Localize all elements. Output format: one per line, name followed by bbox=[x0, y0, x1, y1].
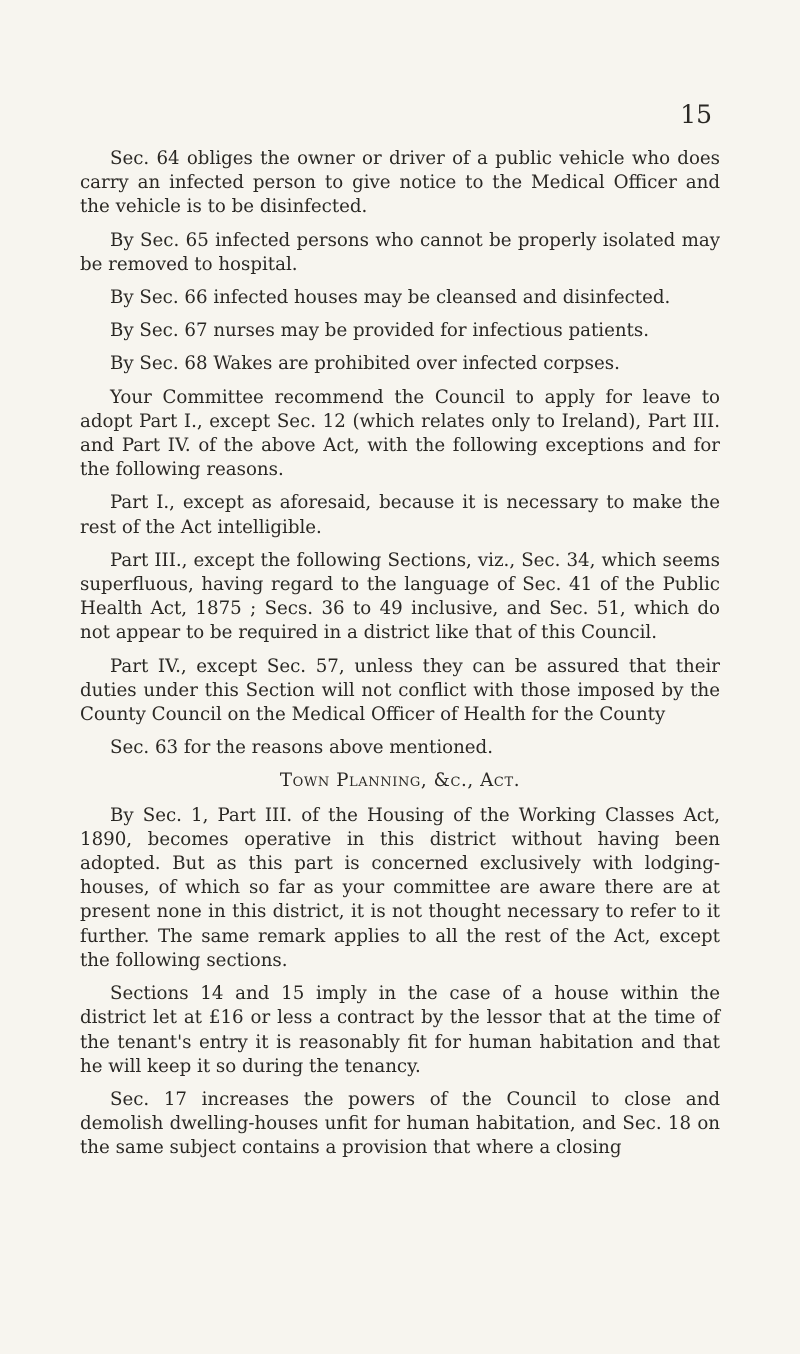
paragraph: Sec. 64 obliges the owner or driver of a public vehicle who does carry an infected person to give notice to the Medical Officer and the vehicle is to be disinfected. bbox=[80, 148, 720, 218]
page-number: 15 bbox=[680, 100, 712, 129]
paragraph: Sec. 17 increases the powers of the Council to close and demolish dwelling-houses unfit for human habitation, and Sec. 18 on the same subject contains a provision that where a closing bbox=[80, 1088, 720, 1159]
paragraph: Part III., except the following Sections, viz., Sec. 34, which seems superfluous, having regard to the language of Sec. 41 of the Public Health Act, 1875 ; Secs. 36 to 49 inclusive, and Sec. 51, which do not appear to be required in a district like that of this Council. bbox=[80, 549, 720, 644]
paragraph: Part IV., except Sec. 57, unless they can be assured that their duties under this Section will not conflict with those imposed by the County Council on the Medical Officer of Health for the County bbox=[80, 655, 720, 726]
paragraph: By Sec. 1, Part III. of the Housing of the Working Classes Act, 1890, becomes operative in this district without having been adopted. But as this part is concerned exclusively with lodging-houses, of which so far as your committee are aware there are at present none in this district, it is not thought necessary to refer to it further. The same remark applies to all the rest of the Act, except the following sections. bbox=[80, 804, 720, 971]
paragraph: By Sec. 66 infected houses may be cleansed and disinfected. bbox=[110, 287, 671, 309]
paragraph: Part I., except as aforesaid, because it is necessary to make the rest of the Act intelligible. bbox=[80, 492, 720, 538]
paragraph: Your Committee recommend the Council to apply for leave to adopt Part I., except Sec. 12 (which relates only to Ireland), Part III. and Part IV. of the above Act, with the following exceptions and for the following reasons. bbox=[80, 386, 720, 481]
paragraph: By Sec. 67 nurses may be provided for infectious patients. bbox=[110, 320, 649, 342]
section-heading: Town Planning, &c., Act. bbox=[279, 770, 521, 792]
paragraph: By Sec. 68 Wakes are prohibited over infected corpses. bbox=[110, 353, 620, 375]
body-text bbox=[80, 147, 720, 1170]
paragraph: By Sec. 65 infected persons who cannot be properly isolated may be removed to hospital. bbox=[80, 229, 720, 275]
paragraph: Sections 14 and 15 imply in the case of a house within the district let at £16 or less a contract by the lessor that at the time of the tenant's entry it is reasonably fit for human habitation and that he will keep it so during the tenancy. bbox=[80, 983, 720, 1077]
paragraph: Sec. 63 for the reasons above mentioned. bbox=[110, 737, 493, 759]
